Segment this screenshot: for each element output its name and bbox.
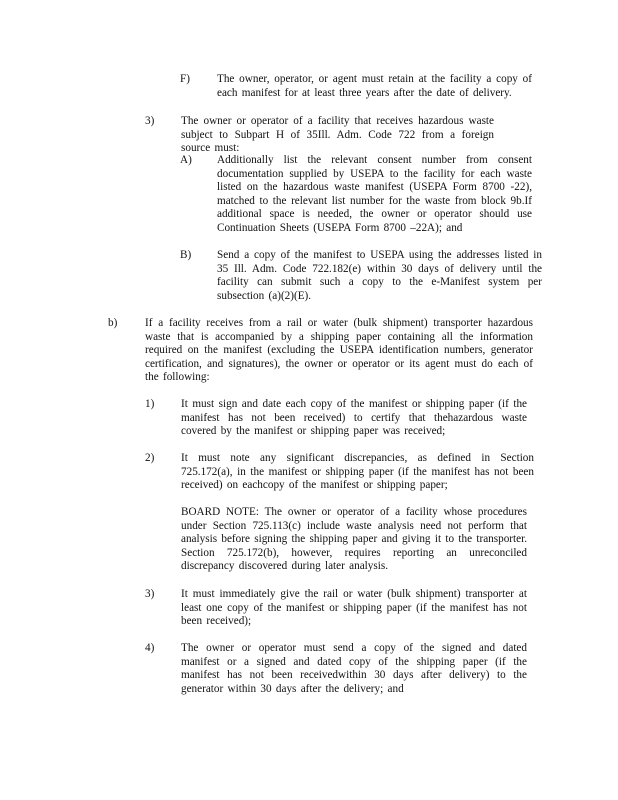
item-b-lower-text: If a facility receives from a rail or water (bulk shipment) transporter hazardous waste that is accompanied by a shipping paper containing all the information required on the manifest (excluding the USEPA identification numbers, generator certification, and signatures), the owner or operator or its agent must do each of the following: — [145, 317, 533, 384]
item-marker-3-upper: 3) — [145, 115, 155, 127]
item-marker-b-lower: b) — [108, 317, 118, 329]
item-2-text: It must note any significant discrepancies, as defined in Section 725.172(a), in the manifest or shipping paper (if the manifest has not been received) on eachcopy of the manifest or shipping paper; — [181, 452, 534, 492]
item-a-text: Additionally list the relevant consent number from consent documentation supplied by USEPA to the facility for each waste listed on the hazardous waste manifest (USEPA Form 8700 -22), matched to the relevant list number for the waste from block 9b.If additional space is needed, the owner or operator should use Continuation Sheets (USEPA Form 8700 –22A); and — [217, 154, 532, 234]
item-b-upper-text: Send a copy of the manifest to USEPA using the addresses listed in 35 Ill. Adm. Code 722.182(e) within 30 days of delivery until the facility can submit such a copy to the e-Manifest system per subsection (a)(2)(E). — [217, 249, 542, 302]
board-note: BOARD NOTE: The owner or operator of a facility whose procedures under Section 725.113(c) include waste analysis need not perform that analysis before signing the shipping paper and giving it to the transporter. Section 725.172(b), however, requires reporting an unreconciled discrepancy discovered during later analysis. — [181, 506, 527, 573]
item-1-text: It must sign and date each copy of the manifest or shipping paper (if the manifest has not been received) to certify that thehazardous waste covered by the manifest or shipping paper was received; — [181, 398, 527, 438]
item-marker-2: 2) — [145, 452, 155, 464]
item-3-lower-text: It must immediately give the rail or water (bulk shipment) transporter at least one copy of the manifest or shipping paper (if the manifest has not been received); — [181, 588, 527, 628]
item-marker-a: A) — [180, 154, 192, 166]
item-marker-3-lower: 3) — [145, 588, 155, 600]
item-marker-b-upper: B) — [180, 249, 192, 261]
item-marker-4: 4) — [145, 642, 155, 654]
item-f-text: The owner, operator, or agent must retain at the facility a copy of each manifest for at least three years after the date of delivery. — [217, 73, 532, 99]
item-marker-f: F) — [180, 73, 190, 85]
item-4-text: The owner or operator must send a copy of the signed and dated manifest or a signed and dated copy of the shipping paper (if the manifest has not been receivedwithin 30 days after delivery) to the generator within 30 days after the delivery; and — [181, 642, 527, 695]
item-3-upper-text: The owner or operator of a facility that receives hazardous waste subject to Subpart H of 35Ill. Adm. Code 722 from a foreign source must: — [181, 115, 494, 155]
item-marker-1: 1) — [145, 398, 155, 410]
